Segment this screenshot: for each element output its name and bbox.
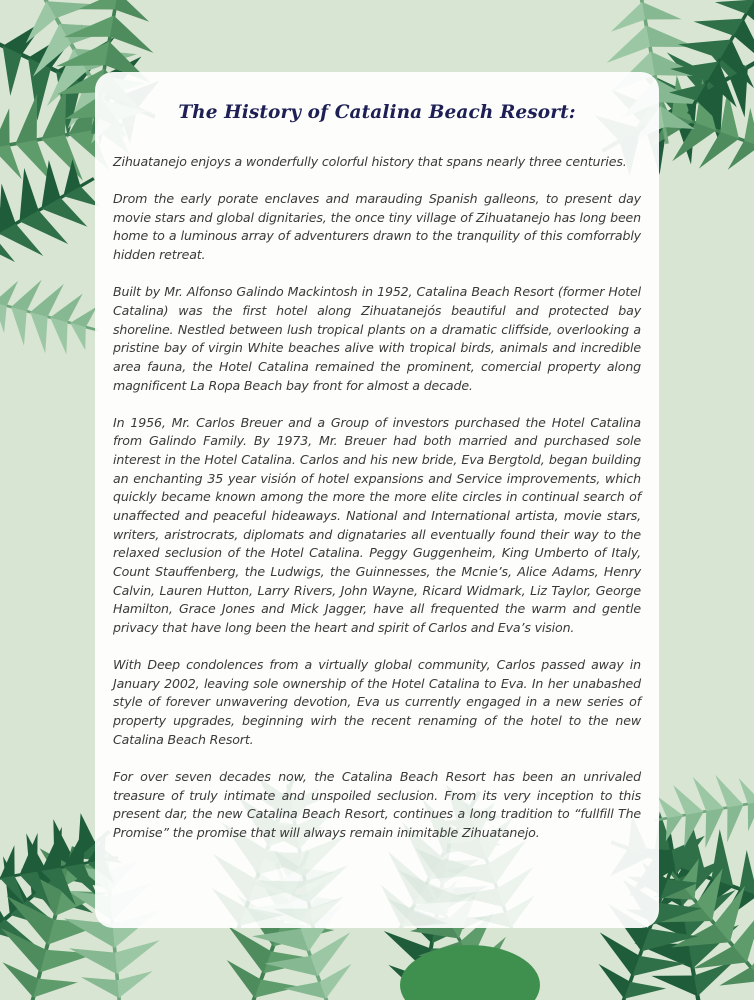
page-title: The History of Catalina Beach Resort: [178,102,576,123]
paragraph-origins: Drom the early porate enclaves and marauding Spanish galleons, to present day movie stars and global dignitaries, the once tiny village of Zihuatanejo has long been home to a luminous array of adventurers drawn to the tranquility of this comforrably hidden retreat. [113,191,641,263]
paragraph-founding: Built by Mr. Alfonso Galindo Mackintosh in 1952, Catalina Beach Resort (former Hotel Catalina) was the first hotel along Zihuatanejós beautiful and protected bay shoreline. Nestled between lush tropical plants on a dramatic cliffside, overlooking a pristine bay of virgin White beaches alive with tropical birds, animals and incredible area fauna, the Hotel Catalina remained the prominent, comercial property along magnificent La Ropa Beach bay front for almost a decade. [113,284,641,393]
history-card [95,72,659,928]
paragraph-breuer-era: In 1956, Mr. Carlos Breuer and a Group of investors purchased the Hotel Catalina from Galindo Family. By 1973, Mr. Breuer had both married and purchased sole interest in the Hotel Catalina. Carlos and his new bride, Eva Bergtold, began building an enchanting 35 year visión of hotel expansions and Service improvements, which quickly became known among the more the more elite circles in continual search of unaffected and peaceful hideaways. National and International artista, movie stars, writers, aristrocrats, diplomats and dignataries all eventually found their way to the relaxed seclusion of the Hotel Catalina. Peggy Guggenheim, King Umberto of Italy, Count Stauffenberg, the Ludwigs, the Guinnesses, the Mcnie’s, Alice Adams, Henry Calvin, Lauren Hutton, Larry Rivers, John Wayne, Ricard Widmark, Liz Taylor, George Hamilton, Grace Jones and Mick Jagger, have all frequented the warm and gentle privacy that have long been the heart and spirit of Carlos and Eva’s vision. [113,414,641,635]
paragraph-legacy: For over seven decades now, the Catalina Beach Resort has been an unrivaled treasure of truly intimate and unspoiled seclusion. From its very inception to this present dar, the new Catalina Beach Resort, continues a long tradition to “fullfill The Promise” the promise that will always remain inimitable Zihuatanejo. [113,768,641,840]
paragraph-intro: Zihuatanejo enjoys a wonderfully colorful history that spans nearly three centuries. [113,154,627,169]
paragraph-condolences: With Deep condolences from a virtually global community, Carlos passed away in January 2002, leaving sole ownership of the Hotel Catalina to Eva. In her unabashed style of forever unwavering devotion, Eva us currently engaged in a new series of property upgrades, beginning wirh the recent renaming of the hotel to the new Catalina Beach Resort. [113,657,641,747]
